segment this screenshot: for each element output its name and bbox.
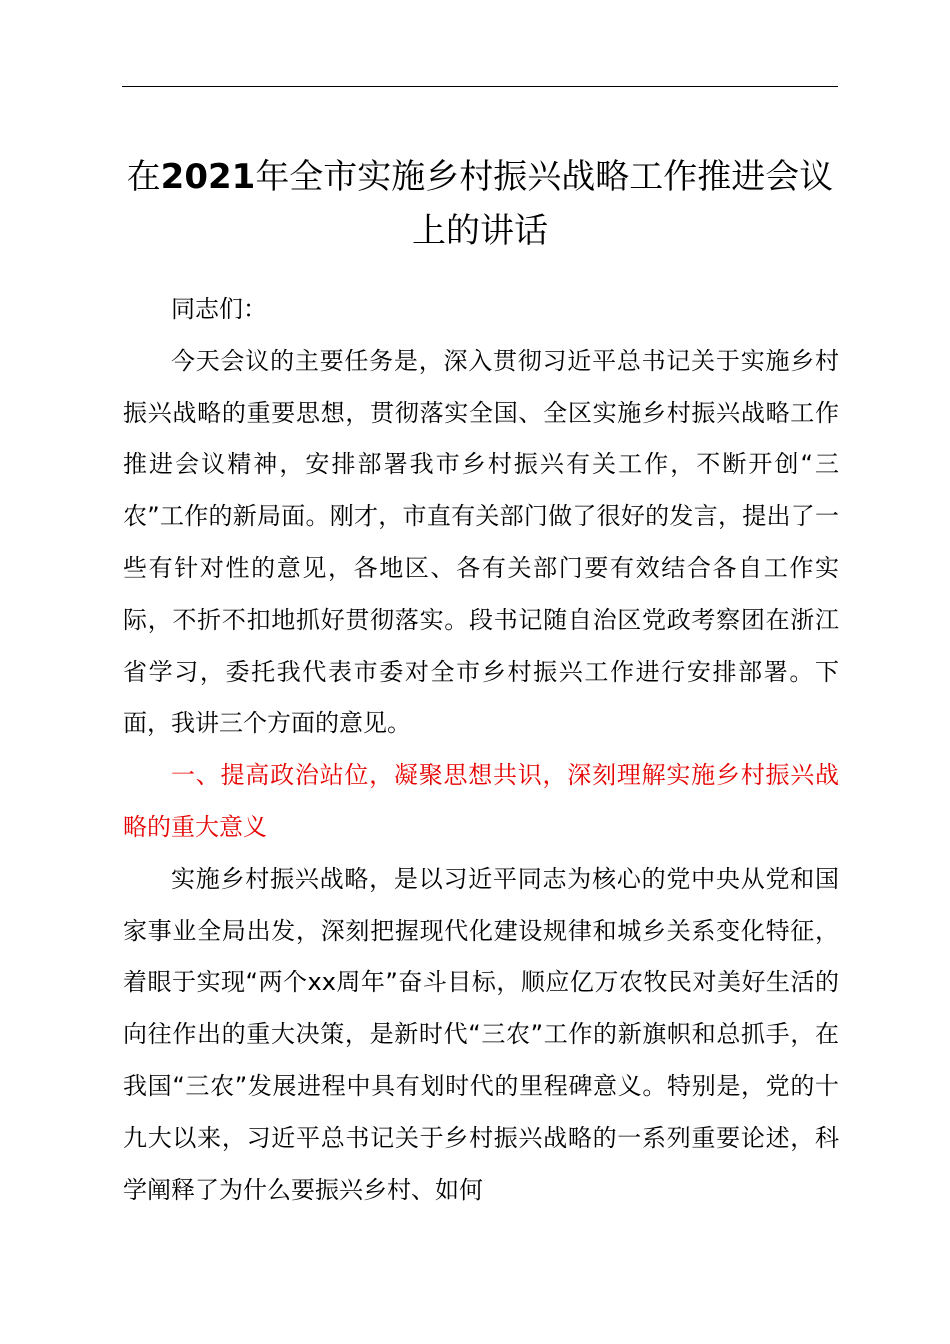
title-year: 2021: [160, 157, 256, 197]
document-title: [110, 150, 850, 258]
title-rest: 年全市实施乡村振兴战略工作推进会议上的讲话: [255, 157, 834, 251]
opening-paragraph: 今天会议的主要任务是，深入贯彻习近平总书记关于实施乡村振兴战略的重要思想，贯彻落实全国、全区实施乡村振兴战略工作推进会议精神，安排部署我市乡村振兴有关工作，不断开创“三农”工作的新局面。刚才，市直有关部门做了很好的发言，提出了一些有针对性的意见，各地区、各有关部门要有效结合各自工作实际，不折不扣地抓好贯彻落实。段书记随自治区党政考察团在浙江省学习，委托我代表市委对全市乡村振兴工作进行安排部署。下面，我讲三个方面的意见。: [123, 346, 839, 738]
header-rule: [122, 86, 838, 87]
salutation: 同志们：: [171, 295, 267, 323]
section-heading-1: 一、提高政治站位，凝聚思想共识，深刻理解实施乡村振兴战略的重大意义: [123, 761, 839, 841]
title-prefix: 在: [126, 157, 161, 197]
document-body: [123, 284, 839, 1216]
section-1-paragraph: 实施乡村振兴战略，是以习近平同志为核心的党中央从党和国家事业全局出发，深刻把握现代化建设规律和城乡关系变化特征，着眼于实现“两个xx周年”奋斗目标，顺应亿万农牧民对美好生活的向往作出的重大决策，是新时代“三农”工作的新旗帜和总抓手，在我国“三农”发展进程中具有划时代的里程碑意义。特别是，党的十九大以来，习近平总书记关于乡村振兴战略的一系列重要论述，科学阐释了为什么要振兴乡村、如何: [123, 864, 839, 1204]
